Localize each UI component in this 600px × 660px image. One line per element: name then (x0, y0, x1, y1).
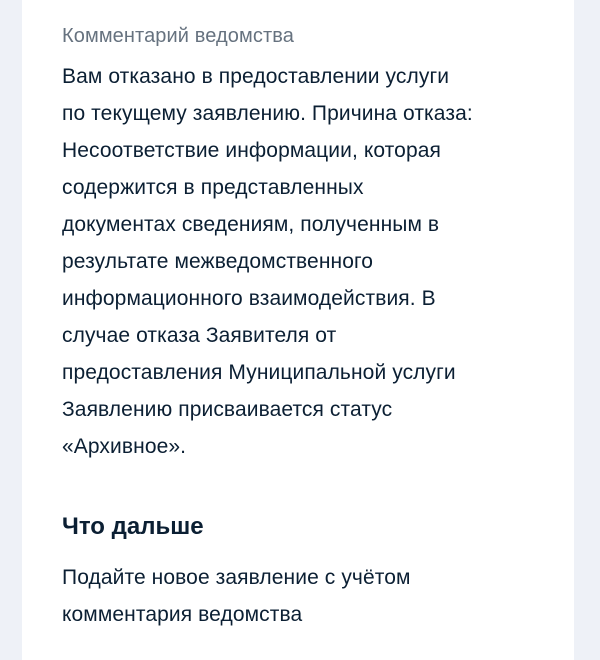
what-next-heading: Что дальше (62, 513, 204, 540)
comment-line: содержится в представленных (62, 176, 364, 199)
comment-line: Заявлению присваивается статус (62, 398, 393, 421)
next-line: Подайте новое заявление с учётом (62, 566, 411, 589)
what-next-text (62, 559, 534, 633)
application-status-card (22, 0, 574, 660)
comment-line: предоставления Муниципальной услуги (62, 361, 456, 384)
comment-line: Вам отказано в предоставлении услуги (62, 65, 450, 88)
department-comment-caption: Комментарий ведомства (62, 25, 294, 47)
comment-line: по текущему заявлению. Причина отказа: (62, 102, 473, 125)
comment-line: Несоответствие информации, которая (62, 139, 441, 162)
next-line: комментария ведомства (62, 603, 303, 626)
department-comment-text (62, 58, 534, 465)
comment-line: результате межведомственного (62, 250, 374, 273)
comment-line: документах сведениям, полученным в (62, 213, 440, 236)
comment-line: информационного взаимодействия. В (62, 287, 436, 310)
comment-line: случае отказа Заявителя от (62, 324, 337, 347)
comment-line: «Архивное». (62, 435, 187, 458)
